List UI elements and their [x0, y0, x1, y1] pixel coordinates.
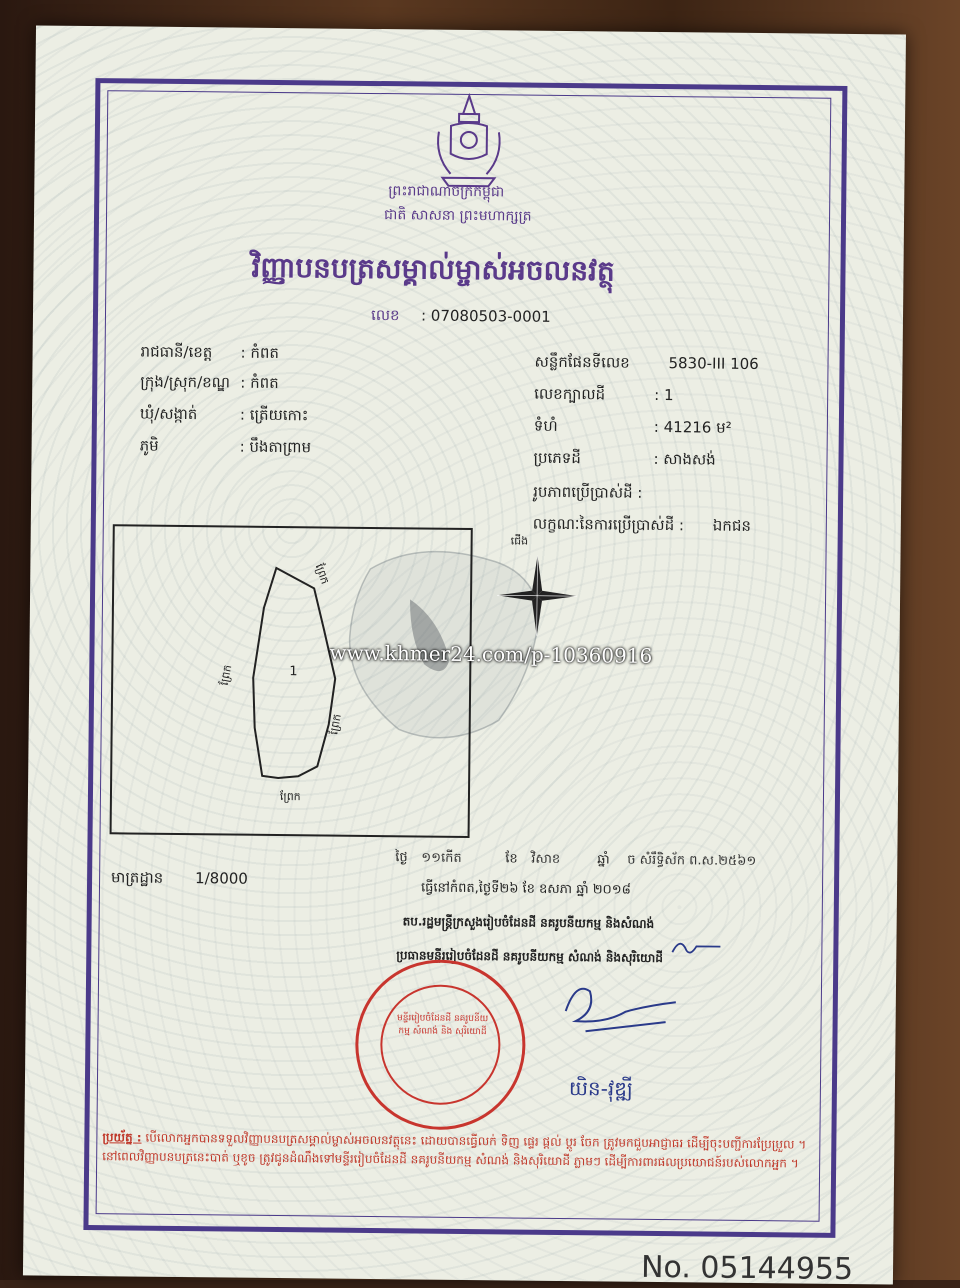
signatory-line-2: ប្រធានមន្ទីររៀបចំដែនដី នគរូបនីយកម្ម សំណង់ និងសុរិយោដី	[396, 948, 664, 966]
motto-heading: ជាតិ សាសនា ព្រះមហាក្សត្រ	[383, 207, 532, 225]
edge-label-ne: ព្រែក	[312, 562, 332, 586]
scale-label: មាត្រដ្ឋាន	[111, 868, 164, 887]
official-red-stamp	[354, 959, 526, 1131]
issue-date: ធ្វើនៅកំពត,ថ្ងៃទី២៦ ខែ ឧសភា ឆ្នាំ ២០១៨	[420, 880, 631, 898]
serial-number: No. 05144955	[640, 1249, 854, 1288]
stamp-inner-ring	[380, 984, 501, 1105]
field-value-village: : បឹងតាព្រាម	[239, 437, 312, 457]
field-value-commune: : ត្រើយកោះ	[239, 405, 309, 425]
notice-label: ប្រយ័ត្ន :	[102, 1130, 142, 1145]
signature-mark	[545, 971, 686, 1042]
edge-label-e: ព្រែក	[327, 712, 344, 736]
lunar-month: វិសាខ	[531, 851, 561, 867]
north-label: ជើង	[510, 534, 529, 548]
signatory-name: យិន-វុឌ្ឍី	[568, 1076, 634, 1101]
kingdom-heading: ព្រះរាជាណាចក្រកម្ពុជា	[388, 183, 505, 201]
parcel-number: 1	[289, 664, 298, 680]
field-value-district: : កំពត	[240, 373, 279, 393]
number-label: លេខ	[370, 305, 400, 325]
lunar-day: ១១កើត	[421, 850, 462, 866]
edge-label-w: ព្រែក	[217, 663, 235, 687]
field-value-province: : កំពត	[240, 343, 280, 363]
field-label-village: ភូមិ	[139, 436, 159, 455]
field-value-area: : 41216 ម²	[653, 417, 732, 437]
parcel-map	[110, 524, 473, 838]
royal-arms-emblem	[428, 92, 509, 193]
field-value-use-character: ឯកជន	[712, 516, 752, 535]
notice-text: បើលោកអ្នកបានទទួលវិញ្ញាបនបត្រសម្គាល់ម្ចាស់អចលនវត្ថុនេះ ដោយបានធ្វើលក់ ទិញ ផ្ទេរ ផ្តល់ ប្តូរ ចែក ត្រូវមកជួបអាជ្ញាធរ ដើម្បីចុះបញ្ជីការប្រែប្រួល ។ នៅពេលវិញ្ញាបនបត្រនេះបាត់ ឬខូច ត្រូវជូនដំណឹងទៅមន្ទីររៀបចំដែនដី នគរូបនីយកម្ម សំណង់ និងសុរិយោដី ភ្លាមៗ ដើម្បីការពារផលប្រយោជន៍របស់លោកអ្នក ។	[102, 1130, 807, 1171]
field-value-parcel: : 1	[654, 385, 674, 405]
lunar-year: ច សំរឹទ្ធិស័ក ព.ស.២៥៦១	[627, 852, 757, 870]
compass-rose-icon	[492, 550, 583, 641]
certificate-title: វិញ្ញាបនបត្រសម្គាល់ម្ចាស់អចលនវត្ថុ	[251, 250, 615, 288]
lunar-date-prefix: ថ្ងៃ	[395, 850, 408, 866]
land-title-certificate	[23, 25, 906, 1288]
certificate-number: : 07080503-0001	[420, 306, 551, 326]
field-label-map-sheet: សន្លឹកផែនទីលេខ	[534, 352, 630, 372]
field-value-map-sheet: 5830-III 106	[668, 354, 759, 374]
warning-notice	[102, 1128, 814, 1173]
stamp-text: មន្ទីររៀបចំដែនដី នគរូបនីយកម្ម សំណង់ និង សុរិយោដី	[396, 1013, 489, 1038]
initials-mark	[666, 932, 726, 963]
field-label-province: រាជធានី/ខេត្ត	[140, 342, 213, 362]
field-value-land-type: : សាងសង់	[653, 449, 716, 469]
field-label-commune: ឃុំ/សង្កាត់	[139, 404, 198, 424]
edge-label-s: ព្រែក	[279, 790, 301, 804]
field-label-parcel: លេខក្បាលដី	[534, 384, 606, 404]
field-label-district: ក្រុង/ស្រុក/ខណ្ឌ	[140, 372, 231, 392]
field-label-land-type: ប្រភេទដី	[533, 448, 581, 468]
signatory-line-1: តប.រដ្ឋមន្ត្រីក្រសួងរៀបចំដែនដី នគរូបនីយកម្ម និងសំណង់	[402, 914, 655, 931]
lunar-year-label: ឆ្នាំ	[597, 852, 610, 868]
field-label-use-character: លក្ខណៈនៃការប្រើប្រាស់ដី :	[532, 514, 685, 535]
site-watermark: www.khmer24.com/p-10360916	[329, 640, 653, 668]
scale-value: 1/8000	[195, 869, 248, 888]
field-label-land-use: រូបភាពប្រើប្រាស់ដី :	[533, 482, 643, 502]
lunar-month-label: ខែ	[505, 851, 518, 867]
field-label-area: ទំហំ	[533, 416, 558, 435]
